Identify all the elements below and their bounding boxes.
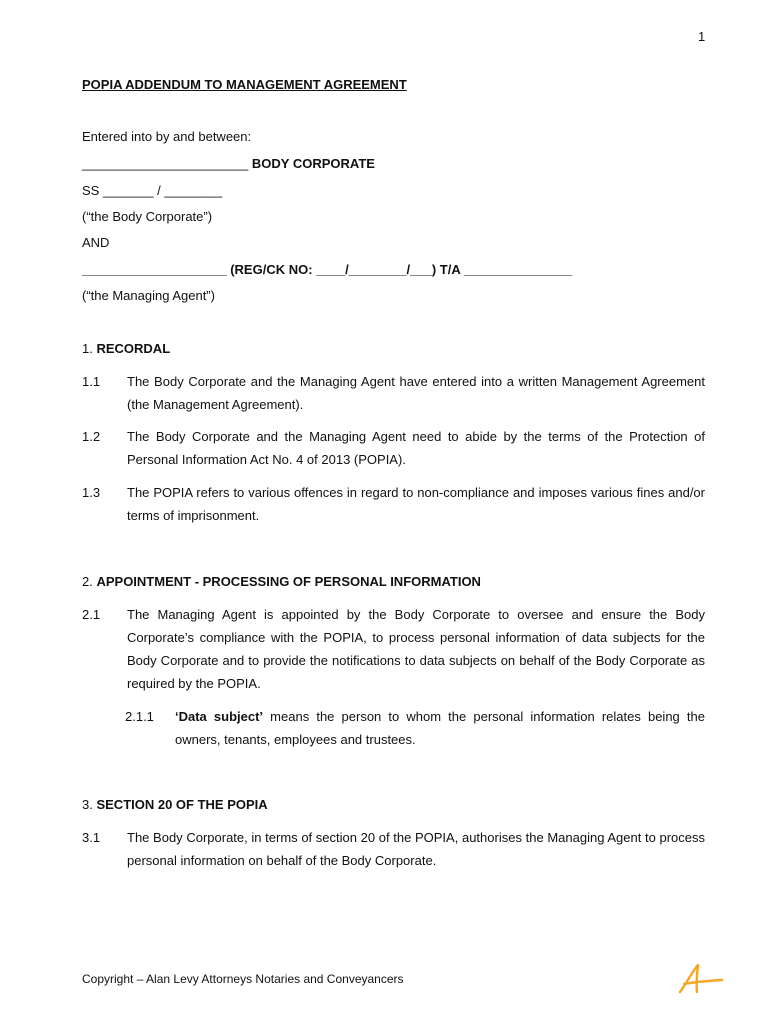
section-2-heading (82, 574, 481, 589)
clause-1-2-text: The Body Corporate and the Managing Agent need to abide by the terms of the Protection of Personal Information Act No. 4 of 2013 (POPIA). (127, 429, 705, 467)
defined-term: ‘Data subject’ (175, 709, 264, 724)
section-title: RECORDAL (96, 341, 171, 356)
section-title: SECTION 20 OF THE POPIA (96, 797, 268, 812)
party1-blank: _______________________ (82, 156, 249, 171)
intro-text: Entered into by and between: (82, 129, 252, 144)
party1-definition: (“the Body Corporate”) (82, 209, 213, 224)
subclause-2-1-1-text (175, 705, 705, 751)
footer-copyright: Copyright – Alan Levy Attorneys Notaries and Conveyancers (82, 972, 404, 986)
section-3-heading (82, 797, 268, 812)
page-number: 1 (698, 29, 706, 44)
definition-text: means the person to whom the personal information relates being the owners, tenants, employees and trustees. (175, 709, 705, 747)
clause-number: 1.2 (82, 429, 101, 444)
party1-label: BODY CORPORATE (251, 156, 375, 171)
party2-line: ____________________ (REG/CK NO: ____/________/___) T/A _______________ (82, 262, 573, 277)
signature-logo-icon (676, 962, 724, 996)
clause-1-3-text: The POPIA refers to various offences in regard to non-compliance and imposes various fines and/or terms of imprisonment. (127, 485, 705, 523)
and-word: AND (82, 235, 110, 250)
subclause-number: 2.1.1 (125, 709, 154, 724)
clause-number: 1.1 (82, 374, 101, 389)
clause-3-1-text: The Body Corporate, in terms of section 20 of the POPIA, authorises the Managing Agent to process personal information on behalf of the Body Corporate. (127, 830, 705, 868)
section-title: APPOINTMENT - PROCESSING OF PERSONAL INFORMATION (96, 574, 481, 589)
document-title: POPIA ADDENDUM TO MANAGEMENT AGREEMENT (82, 77, 407, 92)
section-number: 3. (82, 797, 93, 812)
clause-2-1-text: The Managing Agent is appointed by the Body Corporate to oversee and ensure the Body Corporate’s compliance with the POPIA, to process personal information of data subjects for the Body Corporate and to provide the notifications to data subjects on behalf of the Body Corporate as required by the POPIA. (127, 607, 705, 691)
section-number: 2. (82, 574, 93, 589)
clause-1-1-text: The Body Corporate and the Managing Agent have entered into a written Management Agreement (the Management Agreement). (127, 374, 705, 412)
party1-line (82, 156, 375, 171)
ss-line: SS _______ / ________ (82, 183, 223, 198)
section-1-heading (82, 341, 170, 356)
clause-number: 3.1 (82, 830, 101, 845)
section-number: 1. (82, 341, 93, 356)
clause-number: 2.1 (82, 607, 101, 622)
party2-definition: (“the Managing Agent”) (82, 288, 215, 303)
clause-number: 1.3 (82, 485, 101, 500)
